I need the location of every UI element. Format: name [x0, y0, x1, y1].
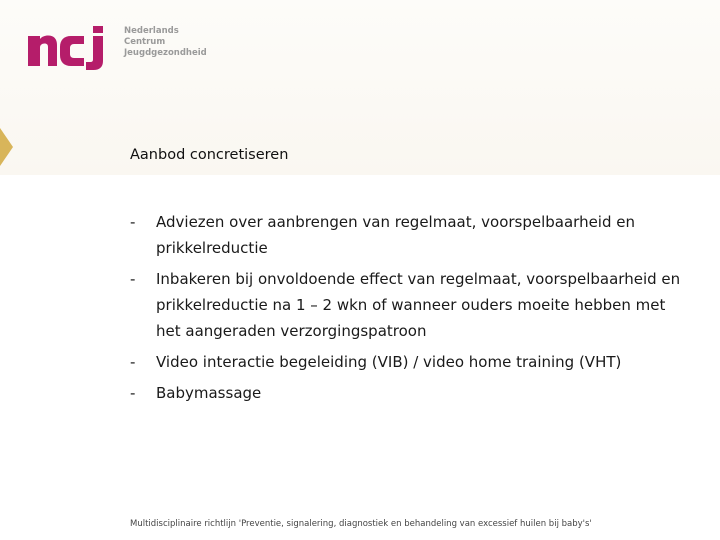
bullet-item	[130, 266, 690, 344]
bullet-text: Inbakeren bij onvoldoende effect van regelmaat, voorspelbaarheid en prikkelreductie na 1 – 2 wkn of wanneer ouders moeite hebben met het aangeraden verzorgingspatroon	[156, 270, 681, 340]
bullet-text: Adviezen over aanbrengen van regelmaat, voorspelbaarheid en prikkelreductie	[156, 213, 636, 257]
bullet-text: Babymassage	[156, 384, 262, 402]
logo-line-2: Centrum	[124, 37, 166, 47]
logo-wordmark	[124, 26, 244, 59]
bullet-marker: -	[130, 270, 136, 288]
bullet-marker: -	[130, 353, 136, 371]
ncj-logo-mark	[27, 26, 119, 70]
slide-title: Aanbod concretiseren	[130, 147, 289, 163]
side-arrow-marker	[0, 128, 13, 166]
bullet-item	[130, 349, 690, 375]
bullet-item	[130, 209, 690, 261]
bullet-list	[130, 209, 690, 411]
footer-citation: Multidisciplinaire richtlijn 'Preventie, signalering, diagnostiek en behandeling van excessief huilen bij baby's'	[130, 519, 592, 529]
logo-line-3: Jeugdgezondheid	[124, 48, 207, 58]
bullet-text: Video interactie begeleiding (VIB) / video home training (VHT)	[156, 353, 622, 371]
bullet-marker: -	[130, 384, 136, 402]
bullet-marker: -	[130, 213, 136, 231]
bullet-item	[130, 380, 690, 406]
logo-line-1: Nederlands	[124, 26, 179, 36]
